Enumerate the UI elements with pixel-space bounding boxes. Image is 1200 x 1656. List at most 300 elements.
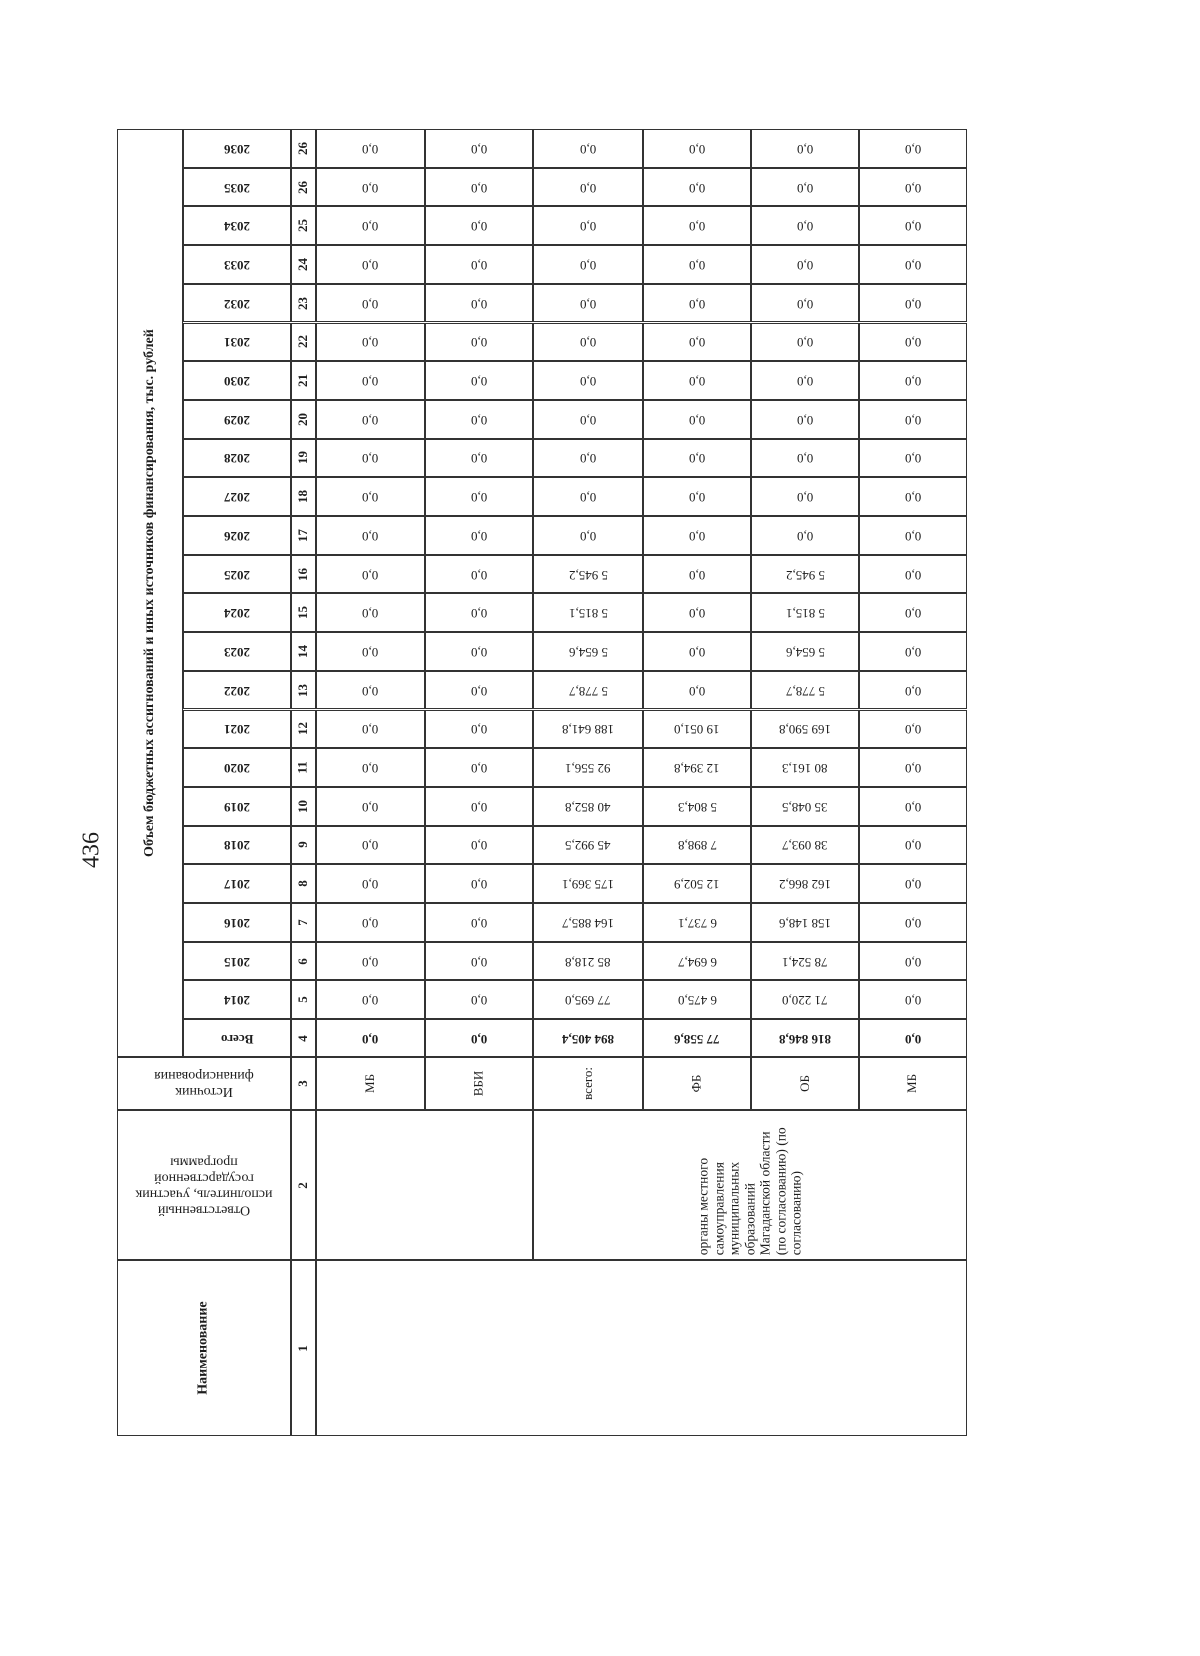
value-cell	[859, 942, 967, 981]
source-value: МБ	[362, 1074, 378, 1094]
value-cell	[316, 903, 425, 942]
column-number	[291, 168, 316, 207]
value-text: 0,0	[470, 761, 488, 776]
value-cell	[316, 361, 425, 400]
column-number	[291, 284, 316, 323]
value-cell	[643, 516, 751, 555]
year-label: 2028	[224, 451, 250, 467]
year-header-2019	[183, 787, 291, 826]
value-cell	[859, 284, 967, 323]
value-cell	[643, 593, 751, 632]
value-text: 0,0	[904, 683, 922, 699]
value-text: 0,0	[470, 412, 488, 428]
value-cell	[751, 284, 859, 323]
column-number	[291, 1260, 316, 1436]
column-number	[291, 942, 316, 981]
year-label: 2023	[224, 644, 250, 660]
total-value: 0,0	[362, 1031, 379, 1047]
value-cell	[533, 206, 643, 245]
value-text: 0,0	[362, 490, 379, 506]
value-cell	[643, 903, 751, 942]
value-cell	[859, 361, 967, 400]
column-number	[291, 980, 316, 1019]
value-cell	[425, 903, 533, 942]
total-value: 77 558,6	[674, 1031, 720, 1047]
value-text: 162 866,2	[779, 877, 831, 893]
value-text: 0,0	[470, 374, 488, 389]
column-number-label: 4	[295, 1034, 311, 1042]
year-header-2026	[183, 516, 291, 555]
column-number-label: 23	[295, 296, 311, 310]
year-label: 2027	[224, 490, 250, 506]
value-cell	[533, 284, 643, 323]
column-number	[291, 671, 316, 710]
column-number-label: 18	[295, 490, 311, 504]
column-number	[291, 245, 316, 284]
value-cell	[751, 942, 859, 981]
column-number	[291, 1057, 316, 1110]
source-value: ОБ	[796, 1075, 812, 1092]
value-cell	[751, 748, 859, 787]
column-number-label: 3	[295, 1080, 311, 1087]
value-text: 0,0	[796, 374, 814, 389]
year-label: 2014	[224, 993, 250, 1009]
value-text: 175 369,1	[562, 877, 614, 893]
source-cell	[859, 1057, 967, 1110]
year-header-2035	[183, 168, 291, 207]
value-text: 12 502,9	[674, 877, 720, 893]
year-header-2021	[183, 710, 291, 749]
year-header-2025	[183, 555, 291, 594]
value-cell	[316, 516, 425, 555]
value-cell	[425, 323, 533, 362]
column-number	[291, 748, 316, 787]
column-number-label: 14	[295, 644, 311, 658]
executor-header-label: Ответственный исполнитель, участник государственной программы	[135, 1153, 273, 1218]
value-cell	[533, 748, 643, 787]
value-text: 0,0	[470, 683, 488, 699]
column-number	[291, 555, 316, 594]
year-label: 2026	[224, 528, 250, 544]
value-cell	[425, 864, 533, 903]
total-value: 0,0	[904, 1031, 922, 1047]
value-cell	[643, 864, 751, 903]
value-cell	[859, 245, 967, 284]
value-text: 0,0	[688, 141, 706, 157]
total-cell	[751, 1019, 859, 1057]
name-header	[117, 1260, 291, 1436]
value-cell	[751, 555, 859, 594]
value-cell	[751, 439, 859, 478]
column-number	[291, 632, 316, 671]
year-header-2023	[183, 632, 291, 671]
value-cell	[316, 168, 425, 207]
value-text: 0,0	[688, 412, 706, 428]
value-text: 0,0	[362, 257, 379, 273]
column-number-label: 11	[295, 761, 311, 774]
year-header-2030	[183, 361, 291, 400]
column-number-label: 15	[295, 606, 311, 620]
value-cell	[533, 400, 643, 439]
year-label: 2017	[224, 877, 250, 893]
column-number	[291, 1110, 316, 1260]
value-text: 169 590,8	[779, 722, 831, 738]
value-cell	[643, 323, 751, 362]
value-cell	[751, 361, 859, 400]
value-cell	[751, 323, 859, 362]
column-number-label: 1	[295, 1344, 311, 1352]
value-cell	[859, 323, 967, 362]
value-text: 0,0	[904, 490, 922, 506]
value-cell	[859, 710, 967, 749]
value-text: 0,0	[579, 451, 597, 467]
value-text: 0,0	[362, 412, 379, 428]
value-text: 0,0	[579, 219, 597, 235]
year-label: 2030	[224, 374, 250, 389]
value-text: 0,0	[470, 606, 488, 622]
value-text: 6 475,0	[677, 993, 717, 1009]
column-number	[291, 1019, 316, 1057]
value-text: 0,0	[904, 567, 922, 583]
value-cell	[751, 980, 859, 1019]
value-cell	[643, 710, 751, 749]
value-text: 0,0	[796, 180, 814, 196]
column-number	[291, 439, 316, 478]
value-cell	[316, 323, 425, 362]
year-header-2016	[183, 903, 291, 942]
value-cell	[425, 748, 533, 787]
year-header-2015	[183, 942, 291, 981]
value-text: 0,0	[362, 141, 379, 157]
value-text: 12 394,8	[674, 761, 720, 776]
value-cell	[751, 400, 859, 439]
value-text: 0,0	[904, 219, 922, 235]
value-cell	[643, 439, 751, 478]
value-text: 0,0	[362, 374, 379, 389]
column-number	[291, 903, 316, 942]
value-cell	[859, 903, 967, 942]
value-text: 0,0	[470, 877, 488, 893]
value-text: 0,0	[579, 335, 597, 351]
value-text: 6 737,1	[677, 915, 717, 931]
value-cell	[425, 245, 533, 284]
value-text: 35 048,5	[782, 799, 828, 815]
year-label: 2024	[224, 606, 250, 622]
value-text: 0,0	[688, 451, 706, 467]
value-cell	[751, 632, 859, 671]
value-cell	[533, 516, 643, 555]
value-cell	[533, 942, 643, 981]
value-cell	[751, 671, 859, 710]
value-cell	[643, 284, 751, 323]
value-cell	[316, 439, 425, 478]
value-text: 0,0	[688, 683, 706, 699]
source-cell	[316, 1057, 425, 1110]
value-text: 0,0	[688, 296, 706, 312]
year-header-2027	[183, 477, 291, 516]
column-number-label: 2	[295, 1181, 311, 1189]
value-cell	[751, 168, 859, 207]
year-header-2032	[183, 284, 291, 323]
year-label: 2033	[224, 257, 250, 273]
value-cell	[859, 980, 967, 1019]
value-cell	[859, 593, 967, 632]
value-text: 5 654,6	[568, 644, 608, 660]
value-text: 0,0	[688, 567, 706, 583]
value-cell	[316, 593, 425, 632]
value-cell	[533, 477, 643, 516]
column-number	[291, 516, 316, 555]
source-value: МБ	[904, 1074, 920, 1094]
value-cell	[643, 168, 751, 207]
value-cell	[316, 284, 425, 323]
value-text: 0,0	[796, 412, 814, 428]
value-cell	[643, 787, 751, 826]
value-cell	[316, 245, 425, 284]
value-cell	[643, 555, 751, 594]
value-cell	[643, 361, 751, 400]
value-cell	[751, 826, 859, 865]
value-text: 0,0	[362, 761, 379, 776]
value-text: 0,0	[688, 180, 706, 196]
value-cell	[425, 400, 533, 439]
value-text: 40 852,8	[565, 799, 611, 815]
value-cell	[643, 206, 751, 245]
year-header-2020	[183, 748, 291, 787]
value-text: 0,0	[470, 993, 488, 1009]
value-cell	[533, 593, 643, 632]
value-text: 0,0	[362, 644, 379, 660]
value-cell	[533, 787, 643, 826]
value-text: 7 898,8	[677, 838, 717, 854]
total-cell	[316, 1019, 425, 1057]
value-cell	[533, 903, 643, 942]
value-text: 164 885,7	[562, 915, 614, 931]
column-number	[291, 400, 316, 439]
value-text: 0,0	[362, 180, 379, 196]
value-cell	[533, 864, 643, 903]
value-cell	[751, 593, 859, 632]
value-text: 0,0	[904, 722, 922, 738]
value-text: 0,0	[688, 528, 706, 544]
value-cell	[643, 980, 751, 1019]
column-number	[291, 593, 316, 632]
value-text: 0,0	[904, 799, 922, 815]
source-value: ФБ	[688, 1074, 704, 1093]
column-number	[291, 710, 316, 749]
value-text: 0,0	[362, 335, 379, 351]
column-number-label: 12	[295, 722, 311, 736]
value-cell	[533, 555, 643, 594]
column-number-label: 25	[295, 219, 311, 233]
column-number-label: 21	[295, 374, 311, 388]
column-number	[291, 361, 316, 400]
value-cell	[751, 864, 859, 903]
value-cell	[425, 942, 533, 981]
total-value: 0,0	[470, 1031, 488, 1047]
value-text: 71 220,0	[782, 993, 828, 1009]
year-header-2034	[183, 206, 291, 245]
value-cell	[425, 980, 533, 1019]
value-cell	[751, 516, 859, 555]
value-text: 0,0	[904, 954, 922, 970]
value-text: 0,0	[904, 606, 922, 622]
year-label: 2019	[224, 799, 250, 815]
value-cell	[859, 129, 967, 168]
value-text: 188 641,8	[562, 722, 614, 738]
value-text: 0,0	[796, 141, 814, 157]
value-text: 0,0	[688, 335, 706, 351]
value-text: 0,0	[470, 180, 488, 196]
value-text: 0,0	[904, 412, 922, 428]
year-header-2028	[183, 439, 291, 478]
value-cell	[859, 555, 967, 594]
source-cell	[751, 1057, 859, 1110]
value-text: 0,0	[796, 257, 814, 273]
year-header-2033	[183, 245, 291, 284]
volume-header-label: Объем бюджетных ассигнований и иных источников финансирования, тыс. рублей	[141, 329, 157, 857]
total-value: 816 846,8	[779, 1031, 831, 1047]
column-number-label: 16	[295, 567, 311, 581]
value-text: 0,0	[904, 838, 922, 854]
value-cell	[859, 439, 967, 478]
page-number: 436	[78, 832, 105, 868]
source-header	[117, 1057, 291, 1110]
year-label: 2036	[224, 141, 250, 157]
total-value: 894 405,4	[562, 1031, 614, 1047]
value-text: 0,0	[904, 374, 922, 389]
value-cell	[316, 206, 425, 245]
value-text: 158 148,6	[779, 915, 831, 931]
value-text: 5 778,7	[785, 683, 825, 699]
year-header-2036	[183, 129, 291, 168]
column-number-label: 22	[295, 335, 311, 349]
value-text: 0,0	[470, 644, 488, 660]
value-cell	[316, 787, 425, 826]
column-number-label: 26	[295, 141, 311, 155]
column-number-label: 7	[295, 919, 311, 926]
value-cell	[425, 710, 533, 749]
value-text: 0,0	[362, 877, 379, 893]
value-cell	[425, 439, 533, 478]
value-text: 5 815,1	[785, 606, 825, 622]
value-cell	[751, 903, 859, 942]
column-number-label: 5	[295, 996, 311, 1003]
value-text: 0,0	[796, 490, 814, 506]
total-header	[183, 1019, 291, 1057]
value-text: 0,0	[579, 528, 597, 544]
value-text: 78 524,1	[782, 954, 828, 970]
value-cell	[316, 826, 425, 865]
year-label: 2031	[224, 335, 250, 351]
value-text: 0,0	[362, 528, 379, 544]
year-label: 2025	[224, 567, 250, 583]
column-number-label: 9	[295, 841, 311, 849]
value-cell	[533, 671, 643, 710]
year-header-2014	[183, 980, 291, 1019]
value-text: 0,0	[688, 606, 706, 622]
value-cell	[859, 168, 967, 207]
value-cell	[533, 826, 643, 865]
value-cell	[643, 245, 751, 284]
value-cell	[859, 864, 967, 903]
value-cell	[859, 671, 967, 710]
value-text: 5 654,6	[785, 644, 825, 660]
value-text: 0,0	[362, 219, 379, 235]
year-label: 2029	[224, 412, 250, 428]
column-number	[291, 826, 316, 865]
value-cell	[425, 671, 533, 710]
value-text: 0,0	[579, 141, 597, 157]
value-text: 5 815,1	[568, 606, 608, 622]
column-number-label: 19	[295, 451, 311, 465]
value-cell	[316, 710, 425, 749]
value-cell	[533, 168, 643, 207]
value-text: 0,0	[362, 838, 379, 854]
value-cell	[859, 748, 967, 787]
column-number	[291, 864, 316, 903]
value-text: 0,0	[904, 644, 922, 660]
year-label: 2032	[224, 296, 250, 312]
value-cell	[425, 129, 533, 168]
value-text: 0,0	[579, 412, 597, 428]
value-text: 0,0	[470, 838, 488, 854]
value-text: 0,0	[362, 799, 379, 815]
value-cell	[643, 400, 751, 439]
value-text: 0,0	[362, 722, 379, 738]
value-cell	[533, 361, 643, 400]
year-label: 2034	[224, 219, 250, 235]
value-text: 0,0	[470, 915, 488, 931]
value-text: 0,0	[796, 451, 814, 467]
value-text: 0,0	[904, 451, 922, 467]
source-cell	[425, 1057, 533, 1110]
value-text: 0,0	[579, 296, 597, 312]
value-cell	[751, 129, 859, 168]
value-cell	[316, 129, 425, 168]
value-text: 0,0	[470, 257, 488, 273]
year-label: 2022	[224, 683, 250, 699]
value-cell	[751, 206, 859, 245]
column-number-label: 13	[295, 683, 311, 697]
value-cell	[533, 710, 643, 749]
column-number-label: 6	[295, 957, 311, 965]
value-text: 0,0	[904, 993, 922, 1009]
source-cell	[643, 1057, 751, 1110]
value-cell	[533, 439, 643, 478]
total-cell	[425, 1019, 533, 1057]
value-text: 0,0	[579, 374, 597, 389]
value-text: 0,0	[362, 606, 379, 622]
value-cell	[859, 477, 967, 516]
value-text: 0,0	[904, 915, 922, 931]
value-cell	[316, 671, 425, 710]
value-text: 0,0	[688, 490, 706, 506]
value-text: 0,0	[904, 296, 922, 312]
value-cell	[533, 632, 643, 671]
value-text: 0,0	[470, 451, 488, 467]
value-text: 0,0	[470, 141, 488, 157]
column-number	[291, 323, 316, 362]
value-text: 0,0	[362, 296, 379, 312]
executor-cell-empty	[316, 1110, 533, 1260]
year-header-2029	[183, 400, 291, 439]
value-cell	[859, 400, 967, 439]
column-number-label: 10	[295, 799, 311, 813]
column-number-label: 24	[295, 257, 311, 271]
year-header-2022	[183, 671, 291, 710]
value-text: 0,0	[470, 722, 488, 738]
